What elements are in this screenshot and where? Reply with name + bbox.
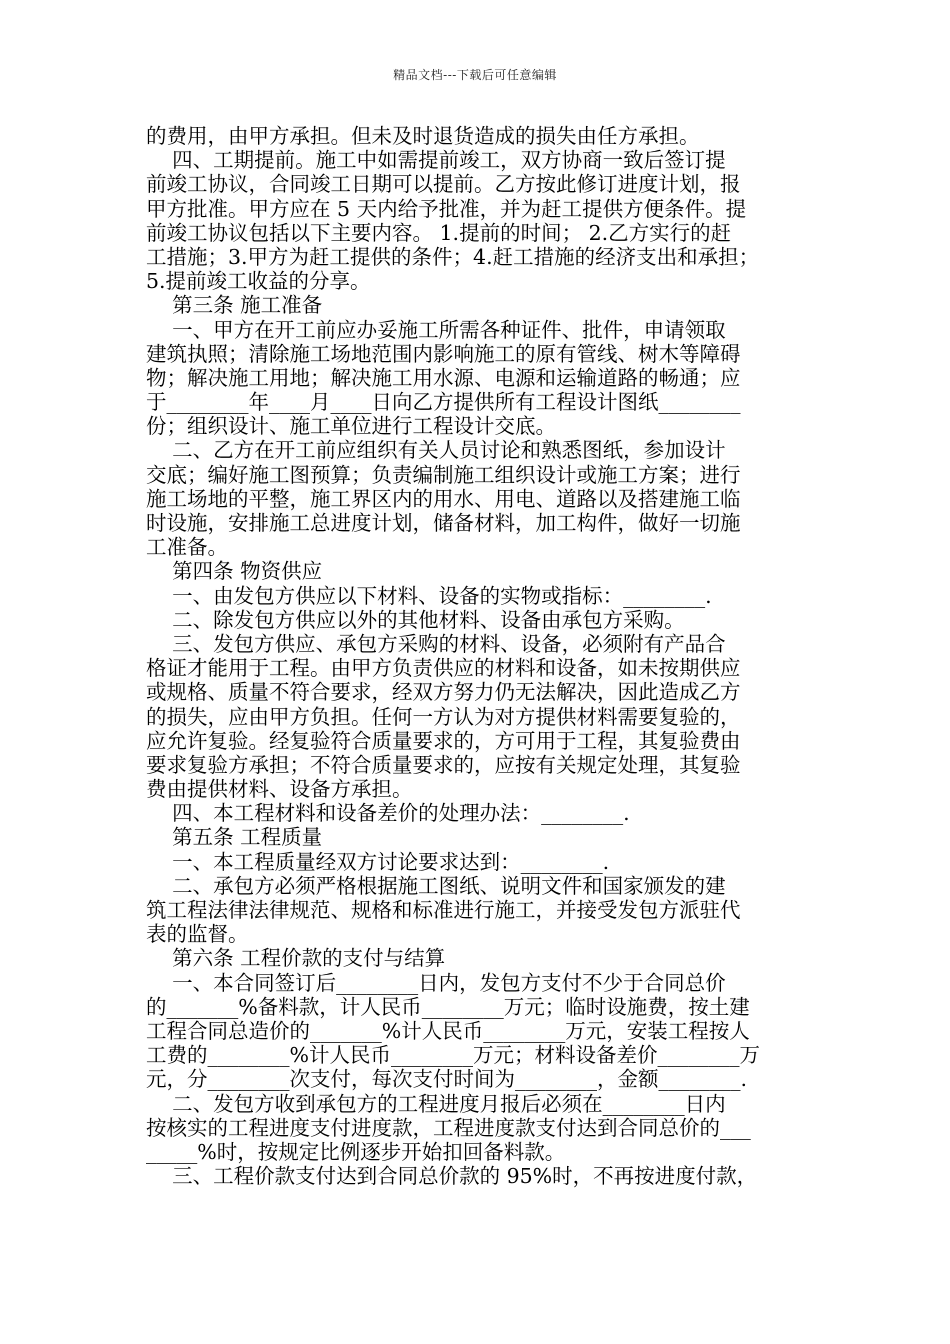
text-line: 第六条 工程价款的支付与结算 bbox=[146, 946, 446, 971]
text-line: 或规格、质量不符合要求，经双方努力仍无法解决，因此造成乙方 bbox=[146, 680, 741, 705]
text-line: 按核实的工程进度支付进度款，工程进度款支付达到合同总价的___ bbox=[146, 1115, 751, 1140]
text-line: 物；解决施工用地；解决施工用水源、电源和运输道路的畅通；应 bbox=[146, 365, 741, 390]
text-line: 一、本合同签订后________日内，发包方支付不少于合同总价 bbox=[146, 970, 726, 995]
text-line: 四、工期提前。施工中如需提前竣工，双方协商一致后签订提 bbox=[146, 148, 726, 173]
text-line: 份；组织设计、施工单位进行工程设计交底。 bbox=[146, 414, 556, 439]
text-line: 表的监督。 bbox=[146, 922, 249, 947]
text-line: 元，分________次支付，每次支付时间为________，金额________. bbox=[146, 1067, 748, 1092]
text-line: 三、发包方供应、承包方采购的材料、设备，必须附有产品合 bbox=[146, 631, 726, 656]
text-line: 施工场地的平整，施工界区内的用水、用电、道路以及搭建施工临 bbox=[146, 486, 741, 511]
text-line: 建筑执照；清除施工场地范围内影响施工的原有管线、树木等障碍 bbox=[146, 341, 741, 366]
text-line: 前竣工协议，合同竣工日期可以提前。乙方按此修订进度计划，报 bbox=[146, 172, 741, 197]
text-line: 第三条 施工准备 bbox=[146, 293, 323, 318]
text-line: 的损失，应由甲方负担。任何一方认为对方提供材料需要复验的， bbox=[146, 704, 741, 729]
text-line: 二、发包方收到承包方的工程进度月报后必须在________日内 bbox=[146, 1091, 726, 1116]
text-line: 于________年____月____日向乙方提供所有工程设计图纸________ bbox=[146, 390, 741, 415]
text-line: 筑工程法律法律规范、规格和标准进行施工，并接受发包方派驻代 bbox=[146, 898, 741, 922]
text-line: 第四条 物资供应 bbox=[146, 559, 323, 584]
text-line: 工费的________%计人民币________万元；材料设备差价________万 bbox=[146, 1043, 760, 1068]
text-line: 工措施；3.甲方为赶工提供的条件；4.赶工措施的经济支出和承担； bbox=[146, 244, 760, 269]
text-line: _____%时，按规定比例逐步开始扣回备料款。 bbox=[146, 1139, 566, 1164]
text-line: 5.提前竣工收益的分享。 bbox=[146, 269, 371, 294]
text-line: 一、甲方在开工前应办妥施工所需各种证件、批件，申请领取 bbox=[146, 317, 726, 342]
text-line: 工准备。 bbox=[146, 535, 228, 560]
document-body bbox=[146, 124, 822, 1188]
text-line: 时设施，安排施工总进度计划，储备材料，加工构件，做好一切施 bbox=[146, 511, 741, 535]
text-line: 的_______%备料款，计人民币________万元；临时设施费，按土建 bbox=[146, 994, 750, 1019]
text-line: 二、乙方在开工前应组织有关人员讨论和熟悉图纸，参加设计 bbox=[146, 438, 726, 463]
text-line: 二、承包方必须严格根据施工图纸、说明文件和国家颁发的建 bbox=[146, 873, 726, 898]
text-line: 工程合同总造价的_______%计人民币________万元，安装工程按人 bbox=[146, 1018, 750, 1043]
text-line: 应允许复验。经复验符合质量要求的，方可用于工程，其复验费由 bbox=[146, 728, 741, 753]
text-line: 三、工程价款支付达到合同总价款的 95%时，不再按进度付款， bbox=[146, 1164, 758, 1189]
text-line: 一、本工程质量经双方讨论要求达到：________. bbox=[146, 849, 610, 874]
page-header: 精品文档---下载后可任意编辑 bbox=[393, 68, 557, 82]
text-line: 前竣工协议包括以下主要内容。 1.提前的时间； 2.乙方实行的赶 bbox=[146, 220, 732, 245]
text-line: 第五条 工程质量 bbox=[146, 825, 323, 850]
text-line: 交底；编好施工图预算；负责编制施工组织设计或施工方案；进行 bbox=[146, 462, 741, 487]
text-line: 甲方批准。甲方应在 5 天内给予批准，并为赶工提供方便条件。提 bbox=[146, 196, 747, 221]
text-line: 要求复验方承担；不符合质量要求的，应按有关规定处理，其复验 bbox=[146, 752, 741, 777]
text-line: 一、由发包方供应以下材料、设备的实物或指标：________. bbox=[146, 583, 712, 608]
text-line: 格证才能用于工程。由甲方负责供应的材料和设备，如未按期供应 bbox=[146, 656, 741, 681]
text-line: 二、除发包方供应以外的其他材料、设备由承包方采购。 bbox=[146, 607, 685, 632]
text-line: 费由提供材料、设备方承担。 bbox=[146, 777, 413, 802]
text-line: 的费用，由甲方承担。但未及时退货造成的损失由任方承担。 bbox=[146, 124, 700, 148]
text-line: 四、本工程材料和设备差价的处理办法：________. bbox=[146, 801, 630, 826]
